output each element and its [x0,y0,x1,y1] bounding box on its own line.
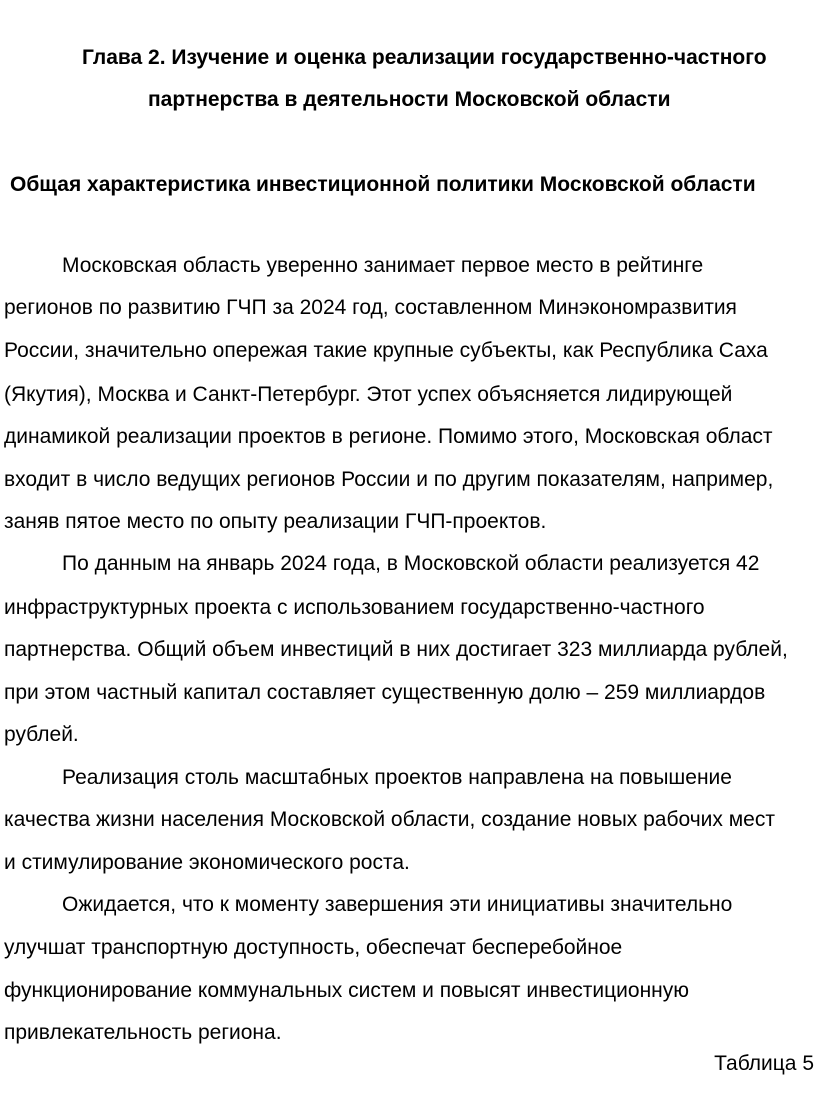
paragraph-line: рублей. [4,723,79,746]
chapter-title-line-2: партнерства в деятельности Московской области [148,88,671,111]
paragraph-line: улучшат транспортную доступность, обеспечат бесперебойное [4,936,623,959]
paragraph-line: и стимулирование экономического роста. [4,851,410,874]
paragraph-line: заняв пятое место по опыту реализации ГЧП-проектов. [4,510,547,533]
paragraph-line: регионов по развитию ГЧП за 2024 год, составленном Минэкономразвития [4,296,737,319]
paragraph-line: инфраструктурных проекта с использованием государственно-частного [4,596,705,619]
section-title: Общая характеристика инвестиционной политики Московской области [10,173,756,196]
paragraph-line: Московская область уверенно занимает первое место в рейтинге [62,254,704,277]
paragraph-line: По данным на январь 2024 года, в Московской области реализуется 42 [62,552,760,575]
paragraph-line: привлекательность региона. [4,1021,282,1044]
paragraph-line: функционирование коммунальных систем и повысят инвестиционную [4,979,690,1002]
paragraph-line: России, значительно опережая такие крупные субъекты, как Республика Саха [4,339,768,362]
paragraph-line: Реализация столь масштабных проектов направлена на повышение [62,766,732,789]
table-caption: Таблица 5 [714,1052,814,1075]
paragraph-line: динамикой реализации проектов в регионе. Помимо этого, Московская област [4,425,773,448]
paragraph-line: при этом частный капитал составляет существенную долю – 259 миллиардов [4,681,766,704]
paragraph-line: Ожидается, что к моменту завершения эти инициативы значительно [62,893,733,916]
chapter-title-line-1: Глава 2. Изучение и оценка реализации государственно-частного [82,46,767,69]
paragraph-line: партнерства. Общий объем инвестиций в них достигает 323 миллиарда рублей, [4,638,788,661]
paragraph-line: качества жизни населения Московской области, создание новых рабочих мест [4,808,775,831]
paragraph-line: (Якутия), Москва и Санкт-Петербург. Этот успех объясняется лидирующей [4,383,733,406]
paragraph-line: входит в число ведущих регионов России и по другим показателям, например, [4,468,774,491]
